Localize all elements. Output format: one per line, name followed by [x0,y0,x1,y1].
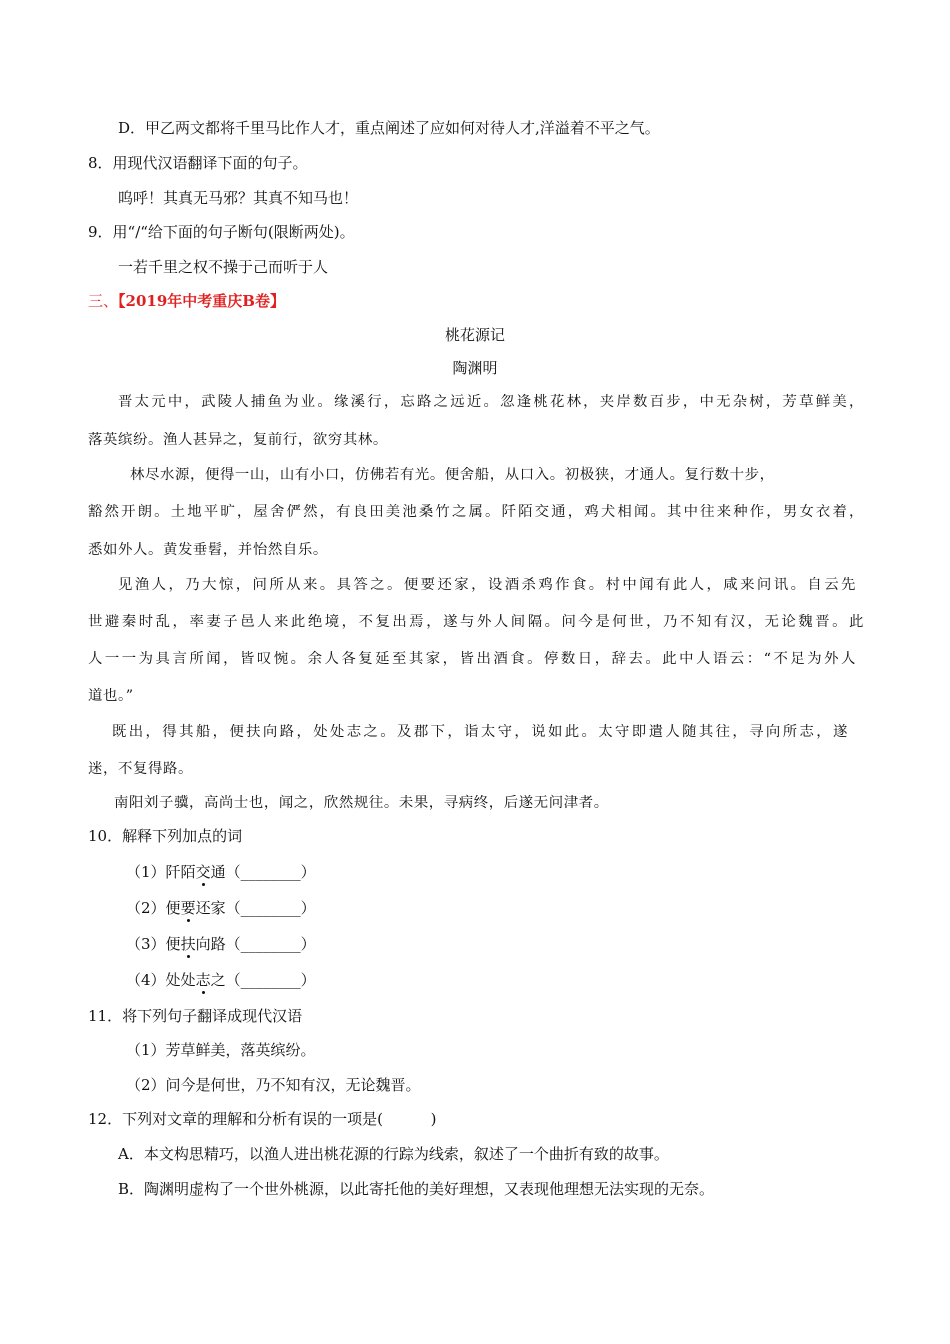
passage-p3-line2: 世避秦时乱，率妻子邑人来此绝境，不复出焉，遂与外人间隔。问今是何世，乃不知有汉，无论魏晋。此 [88,614,864,630]
q9-sentence: 一若千里之权不操于己而听于人 [118,258,329,276]
q12-question: 12．下列对文章的理解和分析有误的一项是( ) [88,1110,437,1128]
section-3-heading [88,291,285,311]
passage-p2-line2: 豁然开朗。土地平旷，屋舍俨然，有良田美池桑竹之属。阡陌交通，鸡犬相闻。其中往来种作，男女衣着， [88,504,864,520]
passage-p5-line1: 南阳刘子骥，高尚士也，闻之，欣然规往。未果，寻病终，后遂无问津者。 [114,795,609,811]
q10-dotted-char: 志 [195,971,211,989]
q10-answer-blank: （________） [225,971,316,989]
q10-item-1 [126,862,316,882]
q10-item-post: 通 [210,863,226,881]
q10-answer-blank: （________） [225,863,316,881]
q11-item-2: （2）问今是何世，乃不知有汉，无论魏晋。 [126,1076,421,1094]
q8-sentence: 呜呼！其真无马邪？其真不知马也！ [118,189,359,207]
q10-item-pre: 便 [165,935,181,953]
q10-item-number: （1） [126,863,166,881]
q9-question: 9．用“/“给下面的句子断句(限断两处)。 [88,223,355,241]
q10-item-4 [126,970,316,990]
q10-item-2 [126,898,316,918]
q10-item-number: （3） [126,935,166,953]
q12-option-a: A．本文构思精巧，以渔人进出桃花源的行踪为线索，叙述了一个曲折有致的故事。 [118,1145,669,1163]
section-number: 三、 [88,292,119,310]
passage-p2-line3: 悉如外人。黄发垂髫，并怡然自乐。 [88,542,328,558]
q10-item-3 [126,934,316,954]
q10-item-post: 向路 [195,935,226,953]
passage-p3-line4: 道也。” [88,688,134,704]
q10-dotted-char: 扶 [180,935,196,953]
passage-p1-line1: 晋太元中，武陵人捕鱼为业。缘溪行，忘路之远近。忽逢桃花林，夹岸数百步，中无杂树，芳草鲜美， [118,394,864,410]
q10-question: 10．解释下列加点的词 [88,827,243,845]
q10-answer-blank: （________） [225,935,316,953]
q10-item-pre: 阡陌 [165,863,196,881]
q10-item-pre: 处处 [165,971,196,989]
q8-question: 8．用现代汉语翻译下面的句子。 [88,154,308,172]
q7-option-d: D．甲乙两文都将千里马比作人才，重点阐述了应如何对待人才,洋溢着不平之气。 [118,119,660,137]
q10-item-number: （4） [126,971,166,989]
q10-dotted-char: 要 [180,899,196,917]
q10-item-number: （2） [126,899,166,917]
q11-item-1: （1）芳草鲜美，落英缤纷。 [126,1041,316,1059]
q11-question: 11．将下列句子翻译成现代汉语 [88,1007,303,1025]
passage-p3-line1: 见渔人，乃大惊，问所从来。具答之。便要还家，设酒杀鸡作食。村中闻有此人，咸来问讯。自云先 [118,577,856,593]
section-source: 【2019年中考重庆B卷】 [118,292,285,310]
passage-p3-line3: 人一一为具言所闻，皆叹惋。余人各复延至其家，皆出酒食。停数日，辞去。此中人语云：“不足为外人 [88,651,856,667]
q10-item-post: 还家 [195,899,226,917]
passage-p2-line1: 林尽水源，便得一山，山有小口，仿佛若有光。便舍船，从口入。初极狭，才通人。复行数十步， [130,467,775,483]
passage-p4-line1: 既出，得其船，便扶向路，处处志之。及郡下，诣太守，说如此。太守即遣人随其往，寻向所志，遂 [112,724,848,740]
q10-answer-blank: （________） [225,899,316,917]
passage-author: 陶渊明 [452,359,498,377]
passage-p4-line2: 迷，不复得路。 [88,761,193,777]
q12-option-b: B．陶渊明虚构了一个世外桃源，以此寄托他的美好理想，又表现他理想无法实现的无奈。 [118,1180,715,1198]
q10-item-post: 之 [210,971,226,989]
passage-title: 桃花源记 [444,326,505,344]
q10-dotted-char: 交 [195,863,211,881]
passage-p1-line2: 落英缤纷。渔人甚异之，复前行，欲穷其林。 [88,432,388,448]
q10-item-pre: 便 [165,899,181,917]
